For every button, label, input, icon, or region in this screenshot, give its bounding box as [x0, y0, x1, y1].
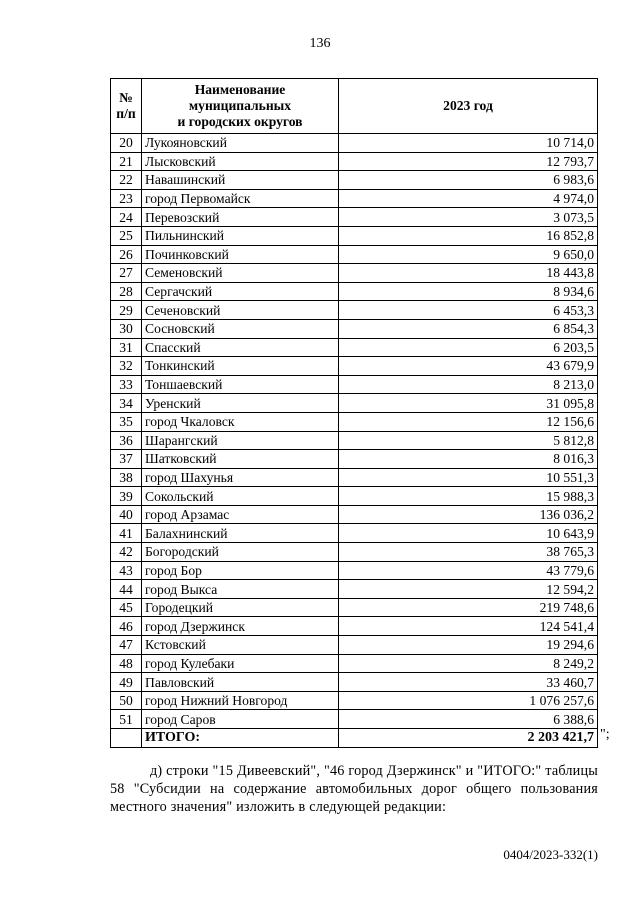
row-number: 20: [111, 134, 142, 153]
table-row: [111, 394, 598, 413]
row-number: 49: [111, 673, 142, 692]
row-number: 36: [111, 431, 142, 450]
row-value: 6 388,6: [339, 710, 598, 729]
row-name: Богородский: [142, 543, 339, 562]
row-number: 28: [111, 282, 142, 301]
row-name: Навашинский: [142, 171, 339, 190]
row-number: 27: [111, 264, 142, 283]
row-name: город Выкса: [142, 580, 339, 599]
row-number: 32: [111, 357, 142, 376]
table-row: [111, 152, 598, 171]
table-row: [111, 338, 598, 357]
table-row: [111, 580, 598, 599]
row-number: 47: [111, 636, 142, 655]
row-value: 1 076 257,6: [339, 691, 598, 710]
header-name-line2: муниципальных: [188, 98, 292, 113]
table-row: [111, 301, 598, 320]
table-row: [111, 245, 598, 264]
page-number: 136: [309, 36, 331, 51]
row-number: 50: [111, 691, 142, 710]
row-name: Пильнинский: [142, 226, 339, 245]
row-name: Тоншаевский: [142, 375, 339, 394]
row-value: 19 294,6: [339, 636, 598, 655]
row-value: 10 714,0: [339, 134, 598, 153]
row-value: 6 983,6: [339, 171, 598, 190]
table-row: [111, 710, 598, 729]
table-row: [111, 319, 598, 338]
table-row: [111, 431, 598, 450]
header-name-line3: и городских округов: [177, 114, 303, 129]
table-row: [111, 524, 598, 543]
row-number: 21: [111, 152, 142, 171]
row-number: 25: [111, 226, 142, 245]
table-row: [111, 264, 598, 283]
row-name: Перевозский: [142, 208, 339, 227]
row-name: Семеновский: [142, 264, 339, 283]
row-name: Балахнинский: [142, 524, 339, 543]
row-number: 33: [111, 375, 142, 394]
row-number: 26: [111, 245, 142, 264]
row-name: город Нижний Новгород: [142, 691, 339, 710]
row-name: Уренский: [142, 394, 339, 413]
table-row: [111, 282, 598, 301]
table-row: [111, 598, 598, 617]
row-number: 43: [111, 561, 142, 580]
row-number: 30: [111, 319, 142, 338]
row-value: 6 854,3: [339, 319, 598, 338]
row-name: город Первомайск: [142, 189, 339, 208]
row-number: 46: [111, 617, 142, 636]
row-number: 41: [111, 524, 142, 543]
table-row: [111, 208, 598, 227]
header-year: 2023 год: [339, 79, 598, 134]
table-row: [111, 636, 598, 655]
table-row: [111, 189, 598, 208]
row-value: 6 203,5: [339, 338, 598, 357]
row-value: 8 213,0: [339, 375, 598, 394]
header-name-line1: Наименование: [194, 82, 286, 97]
table-row: [111, 561, 598, 580]
row-value: 9 650,0: [339, 245, 598, 264]
row-number: 23: [111, 189, 142, 208]
table-row: [111, 468, 598, 487]
row-value: 31 095,8: [339, 394, 598, 413]
header-num: № п/п: [111, 79, 142, 134]
table-row: [111, 226, 598, 245]
row-name: Спасский: [142, 338, 339, 357]
row-value: 12 156,6: [339, 412, 598, 431]
row-number: 48: [111, 654, 142, 673]
row-name: Починковский: [142, 245, 339, 264]
table-row: [111, 654, 598, 673]
row-number: 35: [111, 412, 142, 431]
row-name: Павловский: [142, 673, 339, 692]
row-name: город Арзамас: [142, 505, 339, 524]
row-value: 219 748,6: [339, 598, 598, 617]
row-name: город Саров: [142, 710, 339, 729]
row-value: 10 643,9: [339, 524, 598, 543]
row-name: Сокольский: [142, 487, 339, 506]
document-code: 0404/2023-332(1): [503, 847, 598, 862]
table-header-row: [111, 79, 598, 134]
total-value: 2 203 421,7: [339, 729, 598, 748]
row-number: 31: [111, 338, 142, 357]
row-value: 12 793,7: [339, 152, 598, 171]
row-number: 37: [111, 450, 142, 469]
subsidy-table: [110, 78, 598, 748]
row-value: 124 541,4: [339, 617, 598, 636]
row-name: город Бор: [142, 561, 339, 580]
row-name: город Кулебаки: [142, 654, 339, 673]
total-label: ИТОГО:: [142, 729, 339, 748]
row-value: 10 551,3: [339, 468, 598, 487]
table-row: [111, 673, 598, 692]
table-row: [111, 450, 598, 469]
row-number: 22: [111, 171, 142, 190]
row-value: 16 852,8: [339, 226, 598, 245]
row-value: 43 779,6: [339, 561, 598, 580]
row-number: 51: [111, 710, 142, 729]
table-end-mark: ";: [600, 727, 610, 742]
table-row: [111, 543, 598, 562]
row-number: 40: [111, 505, 142, 524]
row-value: 3 073,5: [339, 208, 598, 227]
row-name: город Шахунья: [142, 468, 339, 487]
row-number: 38: [111, 468, 142, 487]
table-row: [111, 375, 598, 394]
table-row: [111, 505, 598, 524]
row-name: Кстовский: [142, 636, 339, 655]
total-empty-cell: [111, 729, 142, 748]
row-name: Сосновский: [142, 319, 339, 338]
header-name: [142, 79, 339, 134]
row-number: 29: [111, 301, 142, 320]
row-value: 18 443,8: [339, 264, 598, 283]
row-name: Шатковский: [142, 450, 339, 469]
table-row: [111, 134, 598, 153]
table-body: [111, 134, 598, 748]
row-name: Сергачский: [142, 282, 339, 301]
row-value: 38 765,3: [339, 543, 598, 562]
row-name: Шарангский: [142, 431, 339, 450]
table-row: [111, 357, 598, 376]
row-value: 8 934,6: [339, 282, 598, 301]
amendment-paragraph: д) строки "15 Дивеевский", "46 город Дзержинск" и "ИТОГО:" таблицы 58 "Субсидии на содержание автомобильных дорог общего пользования местного значения" изложить в следующей редакции:: [110, 763, 598, 815]
row-value: 8 249,2: [339, 654, 598, 673]
row-name: Городецкий: [142, 598, 339, 617]
row-number: 44: [111, 580, 142, 599]
row-value: 12 594,2: [339, 580, 598, 599]
row-value: 5 812,8: [339, 431, 598, 450]
row-number: 42: [111, 543, 142, 562]
row-name: Тонкинский: [142, 357, 339, 376]
row-name: город Дзержинск: [142, 617, 339, 636]
table-row: [111, 691, 598, 710]
row-value: 33 460,7: [339, 673, 598, 692]
row-number: 34: [111, 394, 142, 413]
row-number: 39: [111, 487, 142, 506]
row-value: 6 453,3: [339, 301, 598, 320]
row-value: 4 974,0: [339, 189, 598, 208]
total-row: [111, 729, 598, 748]
row-number: 24: [111, 208, 142, 227]
table-row: [111, 617, 598, 636]
row-number: 45: [111, 598, 142, 617]
row-value: 43 679,9: [339, 357, 598, 376]
row-name: город Чкаловск: [142, 412, 339, 431]
row-name: Сеченовский: [142, 301, 339, 320]
row-value: 15 988,3: [339, 487, 598, 506]
row-value: 8 016,3: [339, 450, 598, 469]
table-row: [111, 412, 598, 431]
row-name: Лукояновский: [142, 134, 339, 153]
table-row: [111, 171, 598, 190]
row-value: 136 036,2: [339, 505, 598, 524]
row-name: Лысковский: [142, 152, 339, 171]
table-row: [111, 487, 598, 506]
